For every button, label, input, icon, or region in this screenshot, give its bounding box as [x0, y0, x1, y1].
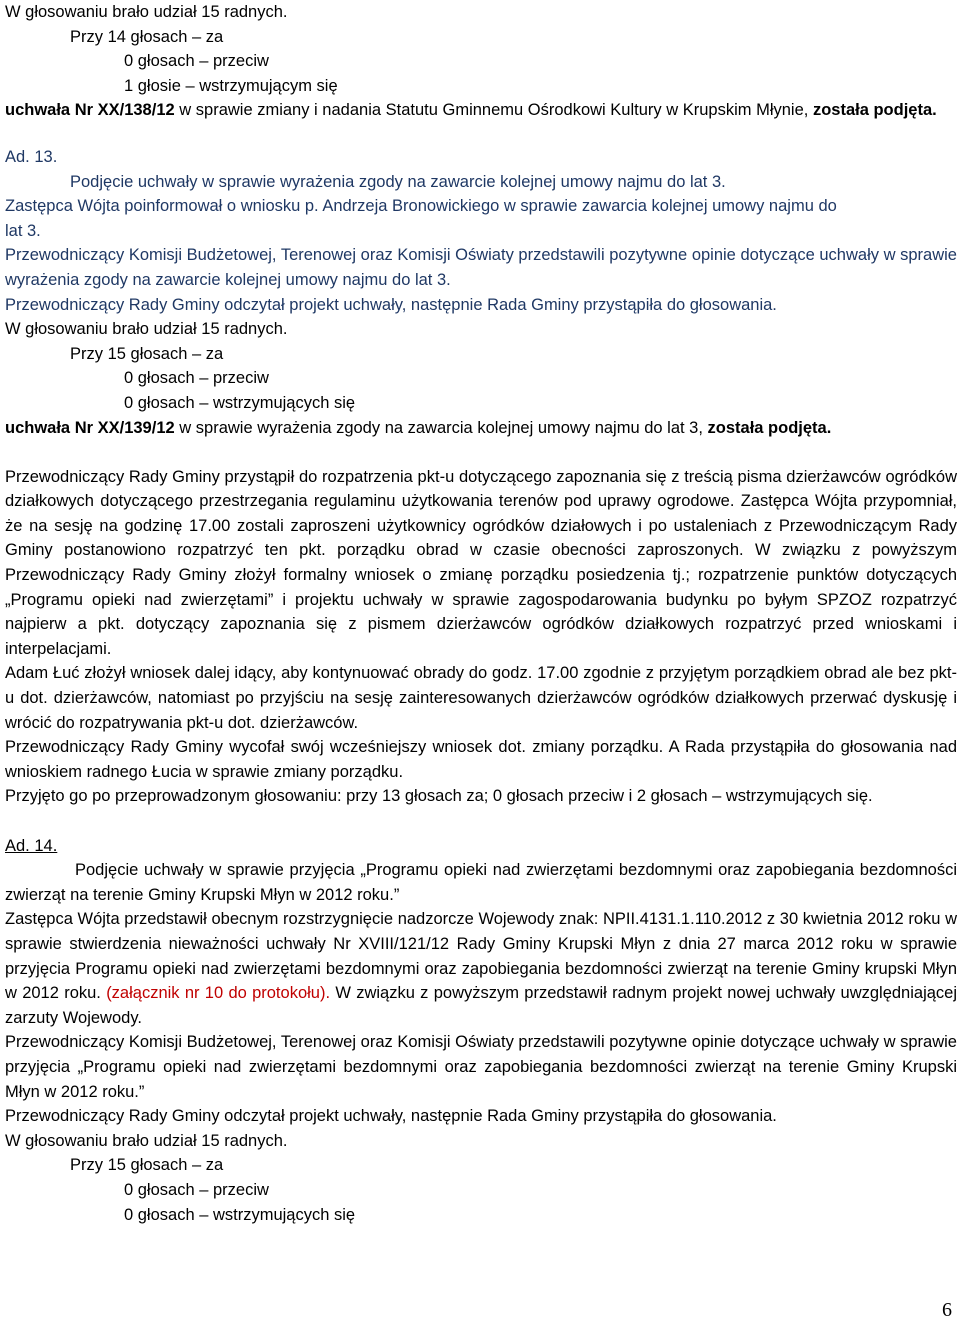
- page-number: 6: [942, 1299, 952, 1322]
- votes-against-line: 0 głosach – przeciw: [124, 52, 269, 71]
- votes-for-line: Przy 14 głosach – za: [70, 27, 224, 46]
- decision-text: Zastępca Wójta przedstawił obecnym rozstrzygnięcie nadzorcze Wojewody znak: NPII.4131.1.110.2012 z 30 kwietnia 2012 roku w sprawie stwierdzenia nieważności uchwały Nr XVIII/121/12 Rady Gminy Krupski Młyn z dnia 27 marca 2012 roku w sprawie przyjęcia Programu opieki nad zwierzętami bezdomnymi oraz zapobiegania bezdomności zwierząt na terenie Gminy krupski Młyn w 2012 roku.: [5, 910, 957, 1003]
- agenda-paragraph: Adam Łuć złożył wniosek dalej idący, aby kontynuować obrady do godz. 17.00 zgodnie z przyjętym porządkiem obrad ale bez pkt-u dot. dzierżawców, natomiast po przyjściu na sesję zainteresowanych dzierżawców ogródków działkowych przerwać dyskusję i wrócić do rozpatrywania pkt-u dot. dzierżawców.: [5, 664, 957, 732]
- attachment-note: (załącznik nr 10 do protokołu).: [106, 984, 331, 1003]
- resolution-number: uchwała Nr XX/139/12: [5, 418, 175, 437]
- agenda-paragraph: Przewodniczący Rady Gminy przystąpił do rozpatrzenia pkt-u dotyczącego zapoznania się z treścią pisma dzierżawców ogródków działkowych dotyczącego przestrzegania regulaminu użytkowania terenów pod uprawy ogrodowe. Zastępca Wójta przypomniał, że na sesję na godzinę 17.00 zostali zaproszeni użytkownicy ogródków działowych i po ustaleniach z Przewodniczącym Rady Gminy postanowiono rozpatrzyć ten pkt. porządku obrad w czasie obecności zaproszonych. W związku z powyższym Przewodniczący Rady Gminy złożył formalny wniosek o zmianę porządku posiedzenia tj.; rozpatrzenie punktów dotyczących „Programu opieki nad zwierzętami” i projektu uchwały w sprawie zagospodarowania budynku po byłym SPZOZ rozpatrzyć najpierw a pkt. dotyczący zapoznania się z pismem dzierżawców ogródków działkowych rozpatrzyć przed wnioskami i interpelacjami.: [5, 467, 957, 658]
- resolution-adopted: została podjęta.: [707, 418, 832, 437]
- votes-against-line: 0 głosach – przeciw: [124, 369, 269, 388]
- committee-opinion: Przewodniczący Komisji Budżetowej, Terenowej oraz Komisji Oświaty przedstawili pozytywne opinie dotyczące uchwały w sprawie przyjęcia „Programu opieki nad zwierzętami bezdomnymi oraz zapobiegania bezdomności zwierząt na terenie Gminy Krupski Młyn w 2012 roku.”: [5, 1033, 957, 1101]
- votes-for-line: Przy 15 głosach – za: [70, 1156, 224, 1175]
- reading-line: Przewodniczący Rady Gminy odczytał projekt uchwały, następnie Rada Gminy przystąpiła do głosowania.: [5, 295, 777, 314]
- resolution-statement: [5, 98, 957, 123]
- decision-tail: W związku z powyższym przedstawił radnym projekt nowej uchwały uwzględniającej zarzuty Wojewody.: [5, 984, 958, 1027]
- votes-abstain-line: 1 głosie – wstrzymującym się: [124, 76, 338, 95]
- votes-against-line: 0 głosach – przeciw: [124, 1180, 269, 1199]
- info-line: Zastępca Wójta poinformował o wniosku p. Andrzeja Bronowickiego w sprawie zawarcia kolejnej umowy najmu do: [5, 197, 837, 216]
- resolution-adopted: została podjęta.: [812, 101, 937, 120]
- resolution-number: uchwała Nr XX/138/12: [5, 101, 175, 120]
- agenda-paragraph: Przyjęto go po przeprowadzonym głosowaniu: przy 13 głosach za; 0 głosach przeciw i 2 głosach – wstrzymujących się.: [5, 787, 873, 806]
- item-heading: Ad. 14.: [5, 836, 58, 855]
- item-title: [5, 858, 957, 907]
- votes-abstain-line: 0 głosach – wstrzymujących się: [124, 1205, 356, 1224]
- participants-line: W głosowaniu brało udział 15 radnych.: [5, 320, 288, 339]
- votes-abstain-line: 0 głosach – wstrzymujących się: [124, 393, 356, 412]
- agenda-paragraph: Przewodniczący Rady Gminy wycofał swój wcześniejszy wniosek dot. zmiany porządku. A Rada przystąpiła do głosowania nad wnioskiem radnego Łucia w sprawie zmiany porządku.: [5, 738, 957, 781]
- votes-for-line: Przy 15 głosach – za: [70, 344, 224, 363]
- participants-line: W głosowaniu brało udział 15 radnych.: [5, 1131, 288, 1150]
- resolution-subject: w sprawie wyrażenia zgody na zawarcia kolejnej umowy najmu do lat 3,: [174, 418, 708, 437]
- resolution-subject: w sprawie zmiany i nadania Statutu Gminnemu Ośrodkowi Kultury w Krupskim Młynie,: [174, 101, 809, 120]
- info-line-continued: lat 3.: [5, 221, 41, 240]
- item-title-text: Podjęcie uchwały w sprawie przyjęcia „Programu opieki nad zwierzętami bezdomnymi oraz zapobiegania bezdomności zwierząt na terenie Gminy Krupski Młyn w 2012 roku.”: [5, 861, 957, 904]
- item-title: Podjęcie uchwały w sprawie wyrażenia zgody na zawarcie kolejnej umowy najmu do lat 3.: [70, 172, 726, 191]
- item-heading: Ad. 13.: [5, 147, 58, 166]
- committee-opinion: Przewodniczący Komisji Budżetowej, Terenowej oraz Komisji Oświaty przedstawili pozytywne opinie dotyczące uchwały w sprawie wyrażenia zgody na zawarcie kolejnej umowy najmu do lat 3.: [5, 246, 957, 289]
- resolution-statement: [5, 416, 957, 441]
- participants-line: W głosowaniu brało udział 15 radnych.: [5, 3, 288, 21]
- reading-line: Przewodniczący Rady Gminy odczytał projekt uchwały, następnie Rada Gminy przystąpiła do głosowania.: [5, 1107, 777, 1126]
- decision-paragraph: [5, 907, 957, 1030]
